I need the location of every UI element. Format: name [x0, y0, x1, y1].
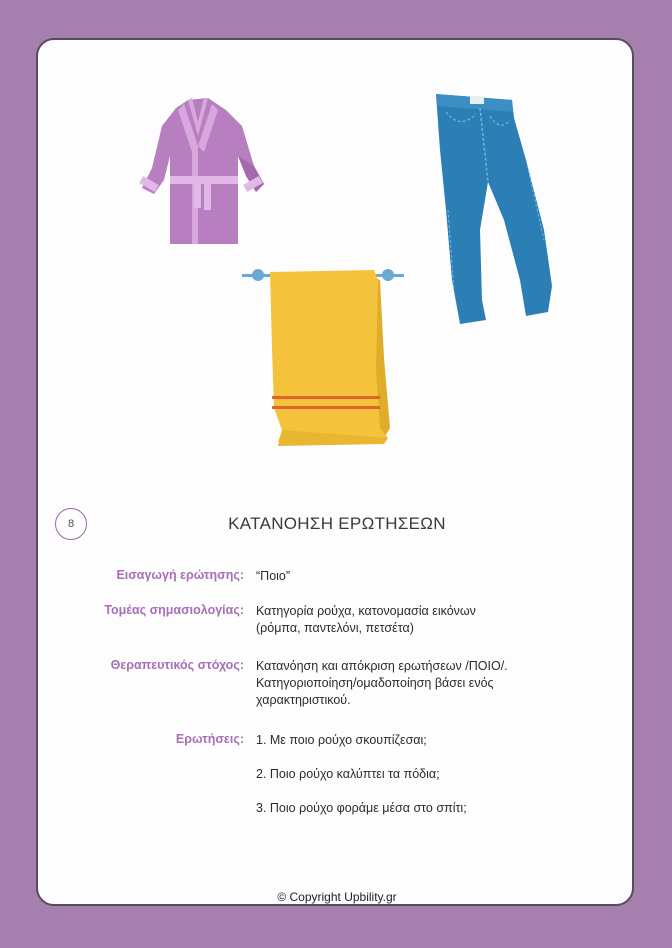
page-title: ΚΑΤΑΝΟΗΣΗ ΕΡΩΤΗΣΕΩΝ	[228, 514, 446, 533]
intro-value: “Ποιο”	[256, 569, 291, 583]
semantics-value-line-1: Κατηγορία ρούχα, κατονομασία εικόνων	[256, 604, 476, 618]
card-number-badge: 8	[55, 508, 87, 540]
semantics-value	[256, 603, 576, 637]
goal-value-line-2: Κατηγοριοποίηση/ομαδοποίηση βάσει ενός	[256, 676, 494, 690]
questions-list	[256, 732, 576, 834]
intro-label: Εισαγωγή ερώτησης:	[116, 568, 244, 582]
card	[36, 38, 634, 906]
questions-label: Ερωτήσεις:	[175, 732, 244, 746]
goal-value-line-1: Κατανόηση και απόκριση ερωτήσεων /ΠΟΙΟ/.	[256, 659, 508, 673]
goal-value-line-3: χαρακτηριστικού.	[256, 693, 351, 707]
semantics-value-line-2: (ρόμπα, παντελόνι, πετσέτα)	[256, 621, 414, 635]
robe-illustration	[126, 96, 271, 246]
jeans-illustration	[426, 90, 556, 326]
goal-label: Θεραπευτικός στόχος:	[110, 658, 244, 672]
copyright: © Copyright Upbility.gr	[277, 890, 397, 904]
semantics-label: Τομέας σημασιολογίας:	[104, 603, 244, 617]
question-item: 1. Με ποιο ρούχο σκουπίζεσαι;	[256, 733, 427, 747]
question-item: 2. Ποιο ρούχο καλύπτει τα πόδια;	[256, 767, 440, 781]
goal-value	[256, 658, 576, 709]
towel-illustration	[238, 268, 408, 448]
question-item: 3. Ποιο ρούχο φοράμε μέσα στο σπίτι;	[256, 801, 467, 815]
